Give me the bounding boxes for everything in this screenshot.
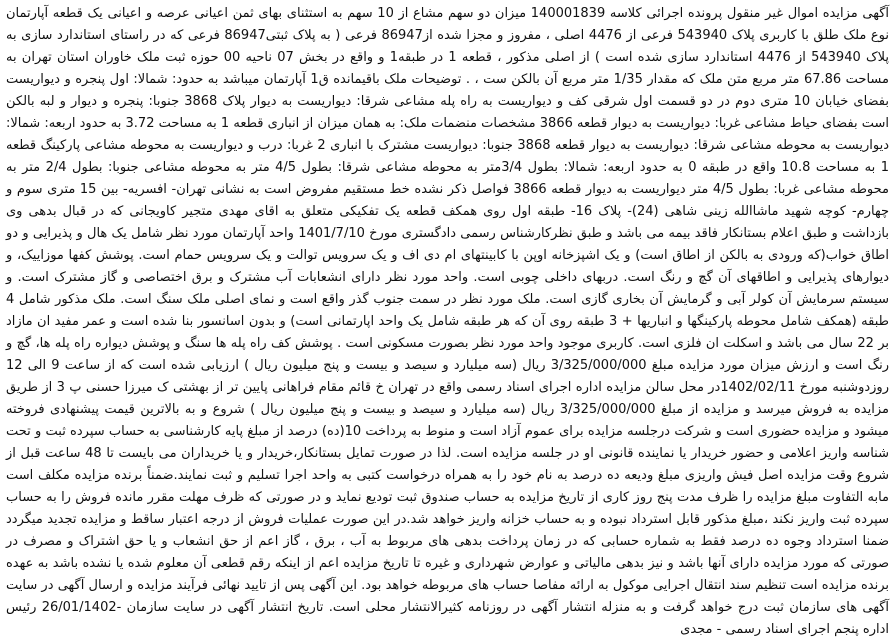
auction-notice-text: آگهی مزایده اموال غیر منقول پرونده اجرائی کلاسه 140001839 میزان دو سهم مشاع از 10 سهم به استثنای بهای ثمن اعیانی عرصه و اعیانی یک قطعه آپارتمان نوع ملک طلق با کاربری پلاک 543940 فرعی از 4476 اصلی ، مفروز و مجزا شده از86947 فرعی ( به پلاک ثبتی86947 فرعی که در راستای استاندارد سازی به پلاک 543940 از 4476 استاندارد سازی شده است ) از اصلی مذکور ، قطعه 1 در طبقه1 و واقع در بخش 07 ناحیه 00 حوزه ثبت ملک خاوران استان تهران به مساحت 67.86 متر مربع متن ملک که مقدار 1/35 متر مربع آن بالکن ست ، . توضیحات ملک باقیمانده ق1 آپارتمان میباشد به حدود: شمالا: اول پنجره و دیواریست بفضای خیابان 10 متری دوم در دو قسمت اول شرقی کف و دیواریست به راه پله مشاعی شرقا: دیواریست به دیوار پلاک 3868 جنوبا: پنجره و دیوار و لبه بالکن است بفضای حیاط مشاعی غربا: دیواریست به دیوار قطعه 3866 مشخصات منضمات ملک: به همان میزان از انباری قطعه 1 به مساحت 3.72 به حدود اربعه: شمالا: دیواریست به محوطه مشاعی شرقا: دیواریست به دیوار قطعه 3868 جنوبا: دیواریست مشترک با انباری 2 غربا: درب و دیواریست به محوطه مشاعی پارکینگ قطعه 1 به مساحت 10.8 واقع در طبقه 0 به حدود اربعه: شمالا: بطول 3/4متر به محوطه مشاعی شرقا: بطول 4/5 متر به محوطه مشاعی جنوبا: بطول 2/4 متر به محوطه مشاعی غربا: بطول 4/5 متر دیواریست به دیوار قطعه 3866 فواصل ذکر نشده خط مستقیم مفروض است به نشانی تهران- افسریه- بین 15 متری سوم و چهارم- کوچه شهید ماشاالله زینی شاهی (24)- پلاک 16- طبقه اول روی همکف قطعه یک تفکیکی متعلق به اقای مهدی متجیر کاویجانی که در قبال بدهی وی بازداشت و طبق اعلام بستانکار فاقد بیمه می باشد و طبق نظرکارشناس رسمی دادگستری مورخ 1401/7/10 واحد آپارتمان مورد نظر شامل یک هال و پذیرایی و دو اطاق خواب(که ورودی به بالکن از اطاق است) و یک اشپزخانه اوپن با کابینتهای ام دی اف و یک سرویس توالت و یک سرویس حمام است. پوشش کفها موزاییک، و دیوارهای پذیرایی و اطاقهای آن گچ و رنگ است. دربهای داخلی چوبی است. واحد مورد نظر دارای انشعابات آب مشترک و برق اختصاصی و گاز مشترک است. و سیستم سرمایش آن کولر آبی و گرمایش آن بخاری گازی است. ملک مورد نظر در سمت جنوب گذر واقع است و نمای اصلی ملک سنگ است. ملک مذکور شامل 4 طبقه (همکف شامل محوطه پارکینگها و انباریها + 3 طبقه روی آن که هر طبقه شامل یک واحد اپارتمانی است) و بدون اسانسور بنا شده است و عمر مفید ان مازاد بر 22 سال می باشد و اسکلت ان فلزی است. کاربری موجود واحد مورد نظر بصورت مسکونی است . پوشش کف راه پله ها سنگ و پوشش دیواره راه پله ها، گچ و رنگ است و ارزش میزان مورد مزایده مبلغ 3/325/000/000 ریال (سه میلیارد و سیصد و بیست و پنج میلیون ریال ) ارزیابی شده است که از ساعت 9 الی 12 روزدوشنبه مورخ 1402/02/11در محل سالن مزایده اداره اجرای اسناد رسمی واقع در تهران خ قائم مقام فراهانی پایین تر از بهشتی ک میرزا حسنی پ 3 از طریق مزایده به فروش میرسد و مزایده از مبلغ 3/325/000/000 ریال (سه میلیارد و سیصد و بیست و پنج میلیون ریال ) شروع و به بالاترین قیمت پیشنهادی فروخته میشود و مزایده حضوری است و شرکت درجلسه مزایده برای عموم آزاد است و منوط به پرداخت 10(ده) درصد از مبلغ پایه کارشناسی به حساب سپرده ثبت و تحت شناسه واریز اعلامی و حضور خریدار یا نماینده قانونی او در جلسه مزایده است. لذا در صورت تمایل بستانکار،خریدار و یا خریداران می بایست تا 48 ساعت قبل از شروع وقت مزایده اصل فیش واریزی مبلغ ودیعه ده درصد به نام خود را به همراه درخواست کتبی به واحد اجرا تسلیم و ثبت نمایند.ضمناً برنده مزایده مکلف است مابه التفاوت مبلغ مزایده را ظرف مدت پنج روز کاری از تاریخ مزایده به حساب صندوق ثبت تودیع نماید و در صورتی که ظرف مهلت مقرر مانده فروش را به حساب سپرده ثبت واریز نکند ،مبلغ مذکور قابل استرداد نبوده و به حساب خزانه واریز خواهد شد.در این صورت عملیات فروش از درجه اعتبار ساقط و مزایده تجدید میگردد ضمنا استرداد وجوه ده درصد فقط به شماره حسابی که در زمان پرداخت بدهی های مربوط به آب ، برق ، گاز اعم از حق انشعاب و یا حق اشتراک و مصرف در صورتی که مورد مزایده دارای آنها باشد و نیز بدهی مالیاتی و عوارض شهرداری و غیره تا تاریخ مزایده اعم از اینکه رقم قطعی آن معلوم شده یا نشده باشد به عهده برنده مزایده است تنظیم سند انتقال اجرایی موکول به ارائه مفاصا حساب های مربوطه خواهد بود. این آگهی پس از تایید نهائی فرآیند مزایده و ارسال آگهی در سایت آگهی های سازمان ثبت درج خواهد گرفت و به منزله انتشار آگهی در روزنامه کثیرالانتشار محلی است. تاریخ انتشار آگهی در سایت سازمان -26/01/1402 رئیس اداره پنجم اجرای اسناد رسمی - مجدی <box>6 6 890 637</box>
